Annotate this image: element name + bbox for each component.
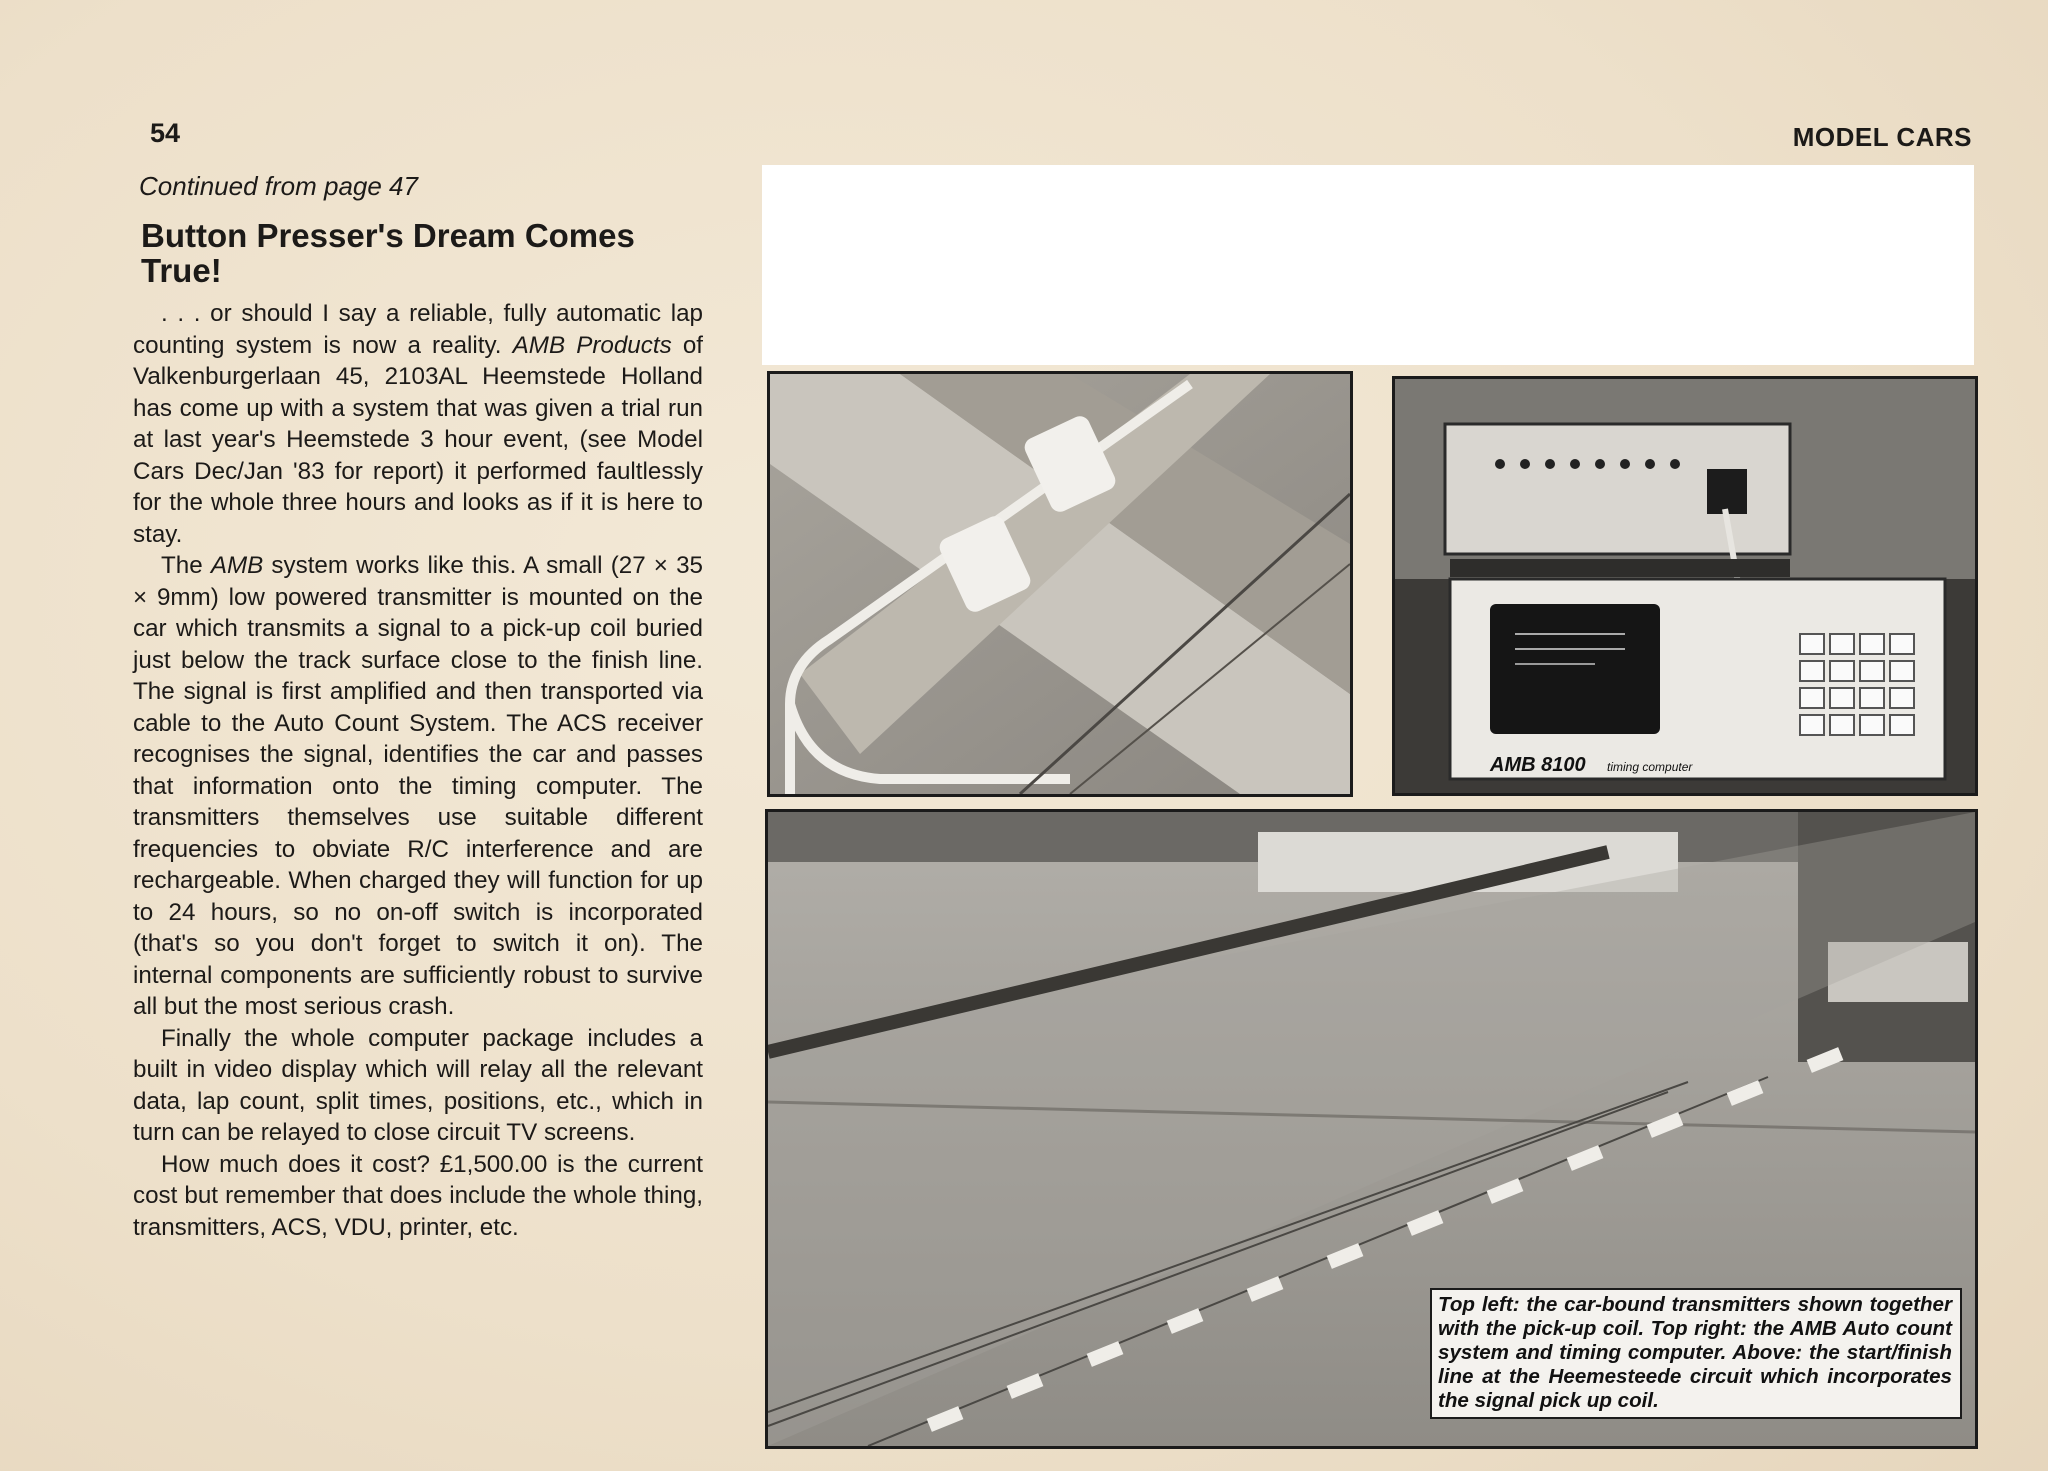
paragraph-2-text-a: The xyxy=(161,552,211,579)
paragraph-3: Finally the whole computer package includes a built in video display which will relay all the relevant data, lap count, split times, positions, etc., which in turn can be relayed to close circuit TV screens. xyxy=(133,1024,703,1146)
computer-model-label: AMB 8100 xyxy=(1490,754,1586,776)
paragraph-1-text-b: of Valkenburgerlaan 45, 2103AL Heemstede Holland has come up with a system that was given a trial run at last year's Heemstede 3 hour event, (see Model Cars Dec/Jan '83 for report) it performed faultlessly for the whole three hours and looks as if it is here to stay. xyxy=(133,331,703,548)
timing-computer-unit xyxy=(1450,579,1945,779)
paragraph-1-emphasis: AMB Products xyxy=(512,331,672,359)
page-number: 54 xyxy=(150,118,181,148)
photo-transmitters-image xyxy=(770,374,1350,794)
photo-timing-computer-image xyxy=(1395,379,1975,793)
paragraph-4: How much does it cost? £1,500.00 is the current cost but remember that does include the whole thing, transmitters, ACS, VDU, printer, etc. xyxy=(133,1150,703,1241)
blank-white-area xyxy=(762,165,1974,365)
photo-caption: Top left: the car-bound transmitters shown together with the pick-up coil. Top right: the AMB Auto count system and timing computer. Above: the start/finish line at the Heemesteede circuit which incorporates the signal pick up coil. xyxy=(1430,1288,1962,1419)
running-head: MODEL CARS xyxy=(1792,122,1972,152)
article-body xyxy=(133,298,703,1243)
article-headline: Button Presser's Dream Comes True! xyxy=(141,217,635,289)
computer-model-sublabel: timing computer xyxy=(1607,760,1693,774)
paragraph-2 xyxy=(133,550,703,1023)
photo-transmitters xyxy=(767,371,1353,797)
paragraph-2-text-b: system works like this. A small (27 × 35 × 9mm) low powered transmitter is mounted on the car which transmits a signal to a pick-up coil buried just below the track surface close to the finish line. The signal is first amplified and then transported via cable to the Auto Count System. The ACS receiver recognises the signal, identifies the car and passes that information onto the timing computer. The transmitters themselves use suitable different frequencies to obviate R/C interference and are rechargeable. When charged they will function for up to 24 hours, so no on-off switch is incorporated (that's so you don't forget to switch it on). The internal components are sufficiently robust to survive all but the most serious crash. xyxy=(133,552,703,1020)
paragraph-1 xyxy=(133,298,703,550)
paragraph-2-emphasis: AMB xyxy=(210,552,264,579)
photo-timing-computer xyxy=(1392,376,1978,796)
paragraph-1-text-a: . . . or should I say a reliable, fully automatic lap counting system is now a reality. xyxy=(133,300,703,359)
continued-from-note: Continued from page 47 xyxy=(139,171,418,201)
